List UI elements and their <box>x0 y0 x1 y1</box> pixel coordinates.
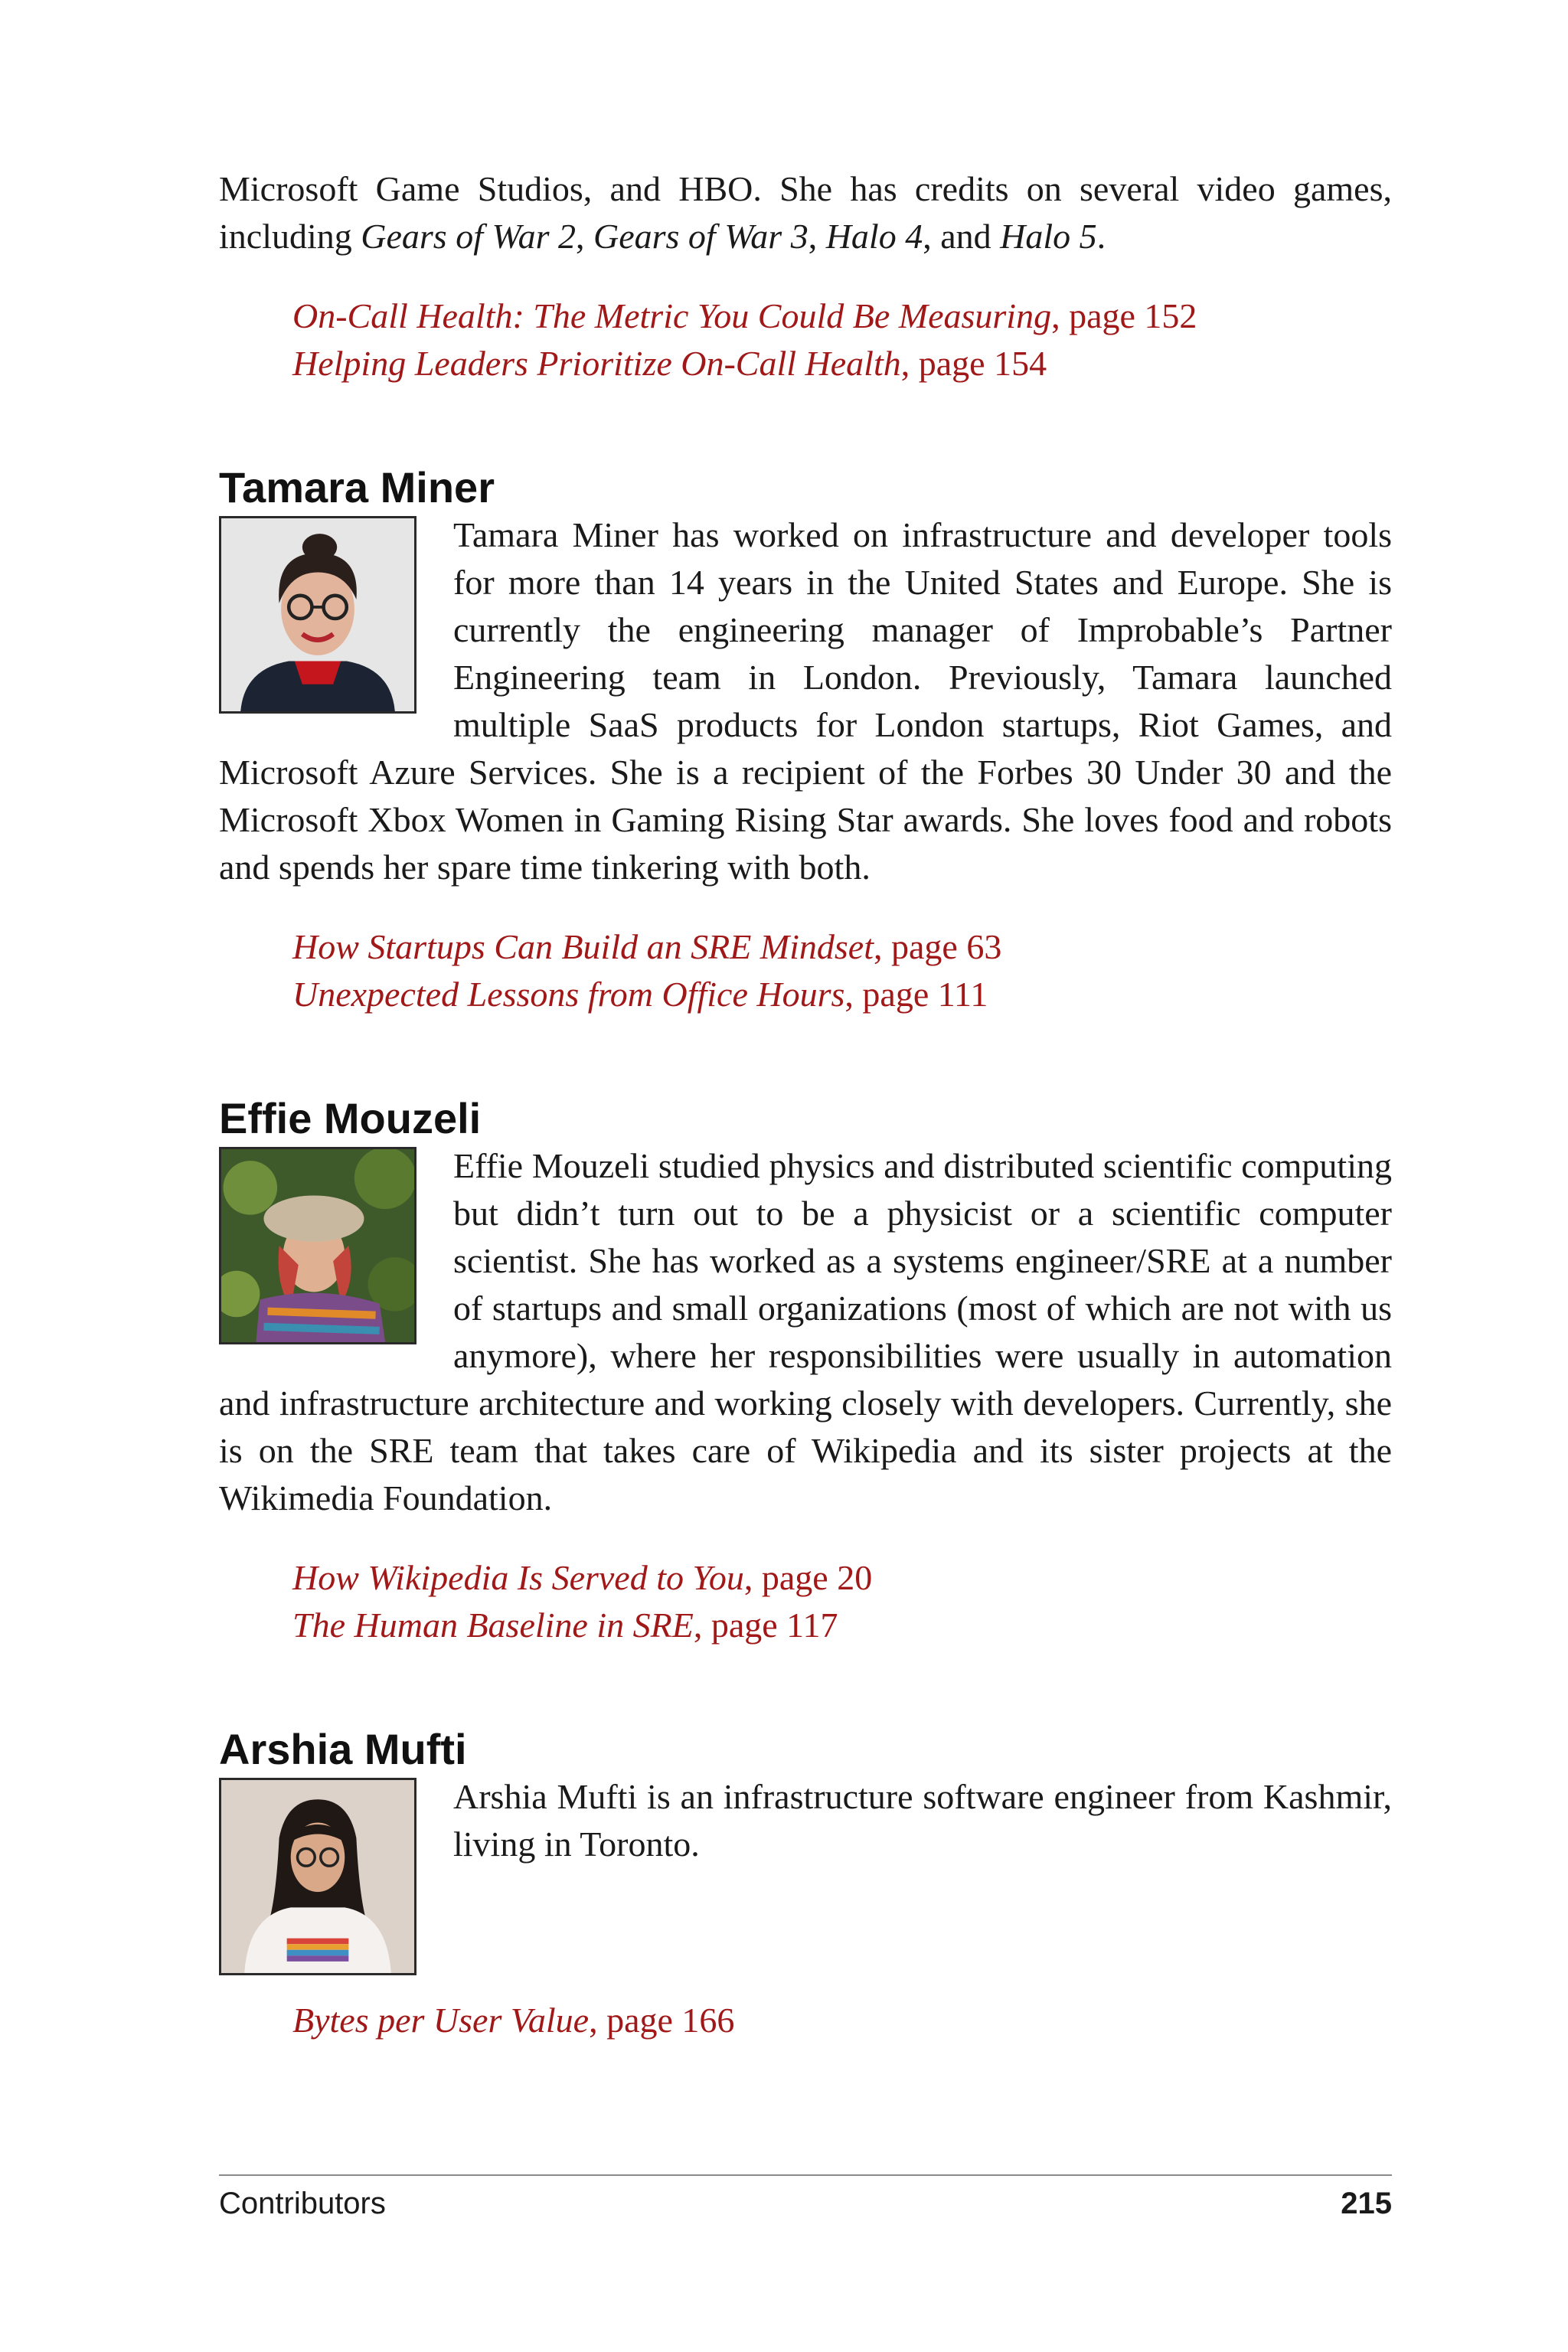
intro-references <box>292 292 1392 387</box>
page-number: 215 <box>1341 2187 1392 2220</box>
separator: , and <box>923 217 1001 256</box>
portrait-image <box>221 518 414 711</box>
contributor-arshia-mufti <box>219 1726 1392 2044</box>
game-title: Gears of War 3 <box>593 217 808 256</box>
chapter-reference[interactable] <box>292 923 1392 971</box>
separator: . <box>1096 217 1106 256</box>
page-footer <box>219 2174 1392 2221</box>
reference-title[interactable]: Unexpected Lessons from Office Hours <box>292 975 845 1014</box>
reference-page[interactable]: , page 111 <box>844 975 988 1014</box>
portrait-image <box>221 1780 414 1973</box>
reference-title[interactable]: On-Call Health: The Metric You Could Be Measuring <box>292 296 1052 335</box>
contributor-effie-mouzeli <box>219 1095 1392 1649</box>
reference-title[interactable]: The Human Baseline in SRE <box>292 1606 694 1645</box>
separator: , <box>575 217 593 256</box>
game-title: Gears of War 2 <box>361 217 576 256</box>
contributor-photo <box>219 516 416 714</box>
contributor-references <box>292 923 1392 1018</box>
separator: , <box>808 217 826 256</box>
chapter-reference[interactable] <box>292 1997 1392 2044</box>
reference-page[interactable]: , page 166 <box>589 2001 735 2040</box>
page-content <box>219 165 1392 2044</box>
reference-title[interactable]: Helping Leaders Prioritize On-Call Health <box>292 344 901 383</box>
reference-page[interactable]: , page 20 <box>743 1558 873 1597</box>
contributor-tamara-miner <box>219 464 1392 1018</box>
reference-page[interactable]: , page 117 <box>693 1606 838 1645</box>
contributor-name: Tamara Miner <box>219 463 495 511</box>
contributor-photo <box>219 1778 416 1975</box>
contributor-references <box>292 1554 1392 1649</box>
chapter-reference[interactable] <box>292 292 1392 340</box>
intro-text: Microsoft Game Studios, and HBO. She has credits on several video games, including <box>219 169 1392 256</box>
game-title: Halo 5 <box>1000 217 1097 256</box>
chapter-reference[interactable] <box>292 1602 1392 1649</box>
contributor-name: Arshia Mufti <box>219 1725 467 1773</box>
contributor-bio: Effie Mouzeli studied physics and distributed scientific computing but didn’t turn out to be a physicist or a scientific computer scientist. She has worked as a systems engineer/SRE at a number of startups and small organizations (most of which are not with us anymore), where her responsibilities were usually in automation and infrastructure architecture and working closely with developers. Currently, she is on the SRE team that takes care of Wikipedia and its sister projects at the Wikimedia Foundation. <box>219 1146 1392 1517</box>
reference-page[interactable]: , page 63 <box>874 927 1002 966</box>
contributor-photo <box>219 1147 416 1344</box>
portrait-image <box>221 1149 414 1342</box>
contributor-bio: Arshia Mufti is an infrastructure software engineer from Kashmir, living in Toronto. <box>453 1777 1392 1864</box>
reference-page[interactable]: , page 152 <box>1051 296 1197 335</box>
contributor-references <box>292 1997 1392 2044</box>
chapter-reference[interactable] <box>292 1554 1392 1602</box>
reference-title[interactable]: How Startups Can Build an SRE Mindset <box>292 927 874 966</box>
footer-section-title: Contributors <box>219 2187 386 2220</box>
game-title: Halo 4 <box>825 217 923 256</box>
contributor-bio: Tamara Miner has worked on infrastructure and developer tools for more than 14 years in the United States and Europe. She is currently the engineering manager of Improbable’s Partner Engineering team in London. Previously, Tamara launched multiple SaaS products for London startups, Riot Games, and Microsoft Azure Services. She is a recipient of the Forbes 30 Under 30 and the Microsoft Xbox Women in Gaming Rising Star awards. She loves food and robots and spends her spare time tinkering with both. <box>219 515 1392 887</box>
reference-title[interactable]: How Wikipedia Is Served to You <box>292 1558 744 1597</box>
contributor-name: Effie Mouzeli <box>219 1094 482 1142</box>
reference-title[interactable]: Bytes per User Value <box>292 2001 590 2040</box>
intro-paragraph <box>219 165 1392 260</box>
reference-page[interactable]: , page 154 <box>900 344 1047 383</box>
chapter-reference[interactable] <box>292 340 1392 387</box>
chapter-reference[interactable] <box>292 971 1392 1018</box>
